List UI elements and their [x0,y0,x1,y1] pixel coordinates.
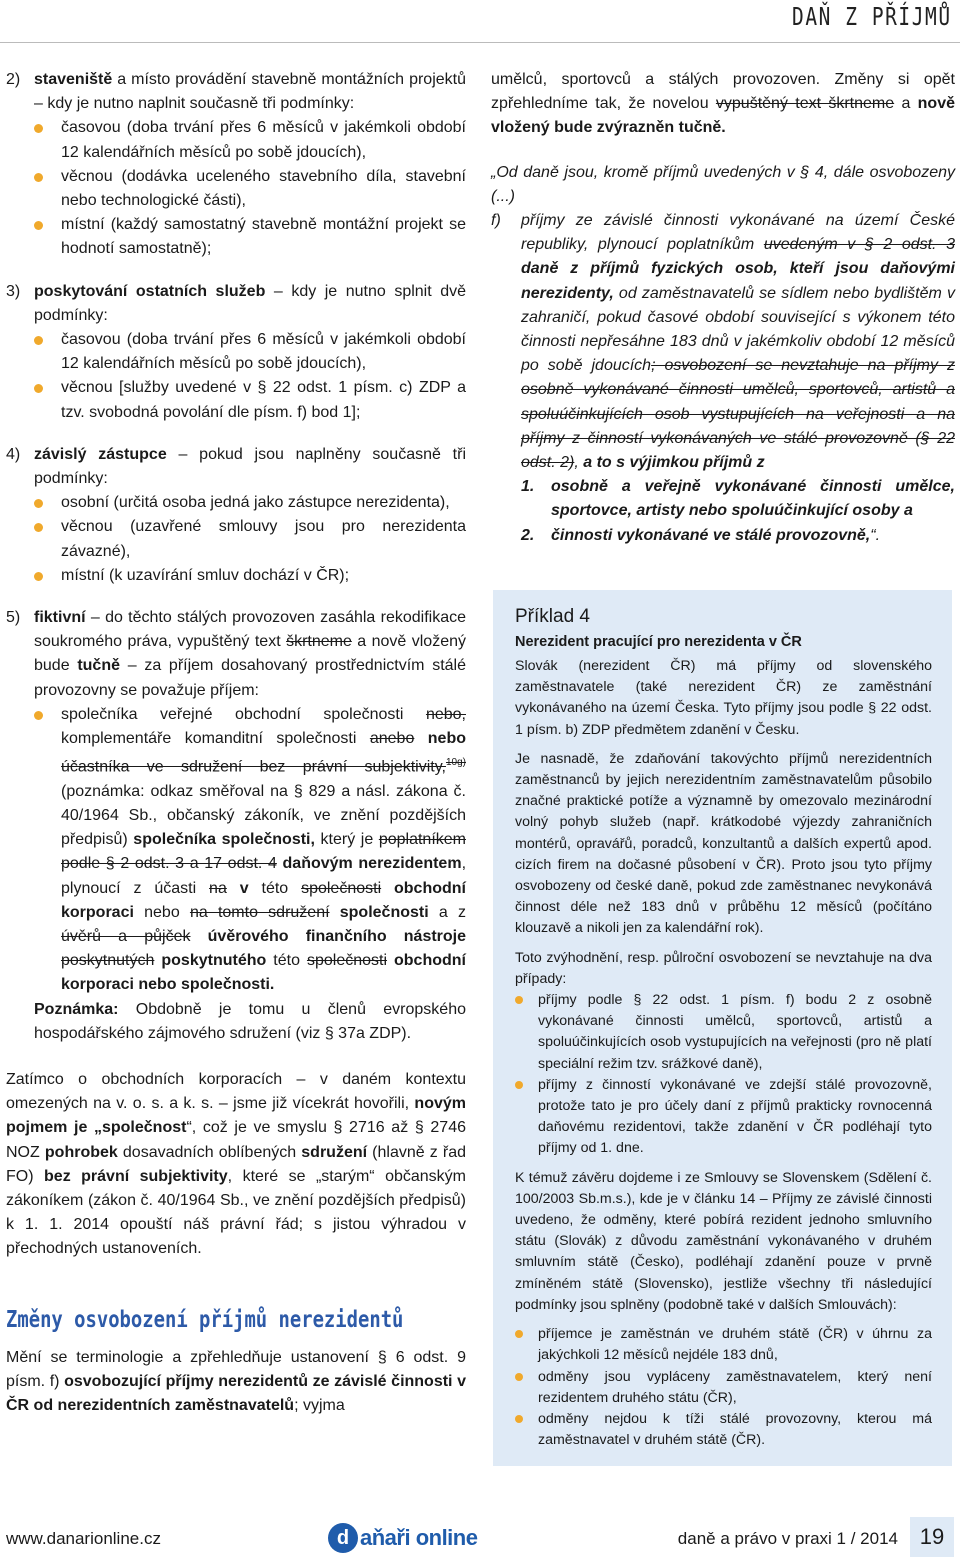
struck-text: anebo [369,730,415,748]
struck-text: nebo, [425,705,466,723]
item-heading: závislý zástupce [34,445,167,463]
item-number: 1. [521,478,535,496]
text: od zaměstnavatelů se sídlem nebo bydlištěm v zahraničí, pokud časové období související s výkonem této činnosti nepřesáhne 183 dnů v jakémkoliv období 12 měsíců po sobě jdoucích [521,284,955,375]
example-paragraph: Toto zvýhodnění, resp. půlroční osvobození se nevztahuje na dva případy: [515,949,932,987]
item-text: – do těchto stálých provozoven zasáhla rekodifikace soukromého práva, vypuštěný text [34,609,466,651]
text: osobně a veřejně vykonávané činnosti umělce, sportovce, artisty nebo spoluúčinkující osoby a [551,478,955,520]
item-text: který je [314,831,379,849]
example-paragraph: K témuž závěru dojdeme i ze Smlouvy se Slovenskem (Sdělení č. 100/2003 Sb.m.s.), kde je v článku 14 – Příjmy ze závislé činnosti uvedeno, že odměny, které pobírá rezident jednoho smluvního státu (Slovák) z důvodu zaměstnání vykonávaného v druhém smluvním státě (Česko), podléhají zdanění pouze v prvně zmíněném státě (Slovensko), jestliže všechny tři následující podmínky jsou splněny (podobně také v dalších Smlouvách): [515,1169,932,1313]
item-text: (poznámka: odkaz směřoval na § 829 a násl. zákona č. 40/1964 Sb., občanský zákoník, ve znění pozdějších předpisů) [61,782,466,849]
list-item: časovou (doba trvání přes 6 měsíců v jakémkoli období 12 kalendářních měsíců po sobě jdoucích), [34,116,466,164]
text: Zatímco o obchodních korporacích – v daném kontextu omezených na v. o. s. a k. s. – jsme již vícekrát hovořili, [6,1071,466,1113]
item-heading: fiktivní [34,609,86,627]
struck-text: poskytnutých [61,952,155,970]
item-text: a z [428,903,466,921]
struck-text: vypuštěný text škrtneme [715,95,895,113]
text: příjmy ze závislé činnosti vykonávané na území České republiky, plynoucí poplatníkům [521,212,955,254]
list-item: časovou (doba trvání přes 6 měsíců v jakémkoli období 12 kalendářních měsíců po sobě jdoucích), [34,328,466,376]
bold-text: úvěrového finančního nástroje [190,928,467,946]
quote-list-item [491,209,955,475]
text: Mění se terminologie a zpřehledňuje ustanovení § 6 odst. 9 písm. f) [6,1348,466,1390]
list-item [521,524,955,548]
item-number: 3) [6,282,21,300]
paragraph [6,1068,466,1262]
bold-text: nebo [427,730,466,748]
item-text: komplementáře komanditní společnosti [61,730,370,748]
text: (hlavně z řad FO) [6,1143,467,1185]
logo-text: aňaři online [360,1525,478,1550]
struck-text: na [209,879,227,897]
header-title: DAŇ Z PŘÍJMŮ [792,2,952,31]
note [34,998,466,1046]
item-number: 4) [6,445,21,463]
quote-item-f [491,209,955,475]
bold-text: společníka společnosti, [133,831,315,849]
list-item: příjemce je zaměstnán ve druhém státě (ČR) v úhrnu za jakýchkoli 12 měsíců nejdéle 183 dnů, [515,1324,932,1366]
item-text: – za příjem dosahovaný prostřednictvím stálé provozovny se považuje příjem: [34,657,466,699]
struck-text: na tomto sdružení [189,903,330,921]
item-text: – kdy je nutno splnit dvě podmínky: [34,282,467,324]
bold-text: společnosti [329,903,429,921]
list-item [521,475,955,523]
list-item: věcnou [služby uvedené v § 22 odst. 1 písm. c) ZDP a tzv. svobodná povolání dle písm. f) bod 1]; [34,376,466,424]
list-item: věcnou (dodávka uceleného stavebního díla, stavební nebo technologické části), [34,165,466,213]
struck-text: úvěrů a půjček [61,928,191,946]
item-number: 5) [6,609,21,627]
bold-text: sdružení [301,1143,368,1161]
example-title: Příklad 4 [515,606,590,627]
list-item: místní (k uzavírání smluv dochází v ČR); [34,564,466,588]
item-text: této [248,879,302,897]
bullet-list [34,116,466,261]
note-text: Obdobně je tomu u členů evropského hospodářského zájmového sdružení (viz § 37a ZDP). [34,1000,466,1042]
logo [328,1521,477,1555]
bold-text: a to s výjimkou příjmů z [583,454,765,472]
item-heading: staveniště [34,71,113,88]
item-text [414,730,427,747]
text: , [574,454,584,472]
item-5 [6,606,466,1046]
item-4 [6,443,466,588]
website-link[interactable]: www.danarionline.cz [6,1529,161,1548]
item-text: a místo provádění stavebně montážních projektů – kdy je nutno naplnit současně tři podmínky: [34,71,466,113]
bullet-list [34,703,466,998]
item-number: 2. [521,526,535,544]
list-item: odměny jsou vypláceny zaměstnavatelem, který není rezidentem druhého státu (ČR), [515,1367,932,1409]
item-text: společníka veřejné obchodní společnosti [61,705,426,723]
list-item: příjmy podle § 22 odst. 1 písm. f) bodu 2 z osobně vykonávané činnosti umělců, sportovců, artistů a spoluúčinkujících osob vystupujících na veřejnosti (pro ně platí speciální režim tzv. srážkové daně), [515,990,932,1075]
text: “, což je ve smyslu § 2716 až § 2746 NOZ [6,1119,466,1161]
struck-text: společnosti [301,879,382,897]
item-text: této [266,952,307,970]
sub-list [491,475,955,548]
bold-text: nově vložený bude zvýrazněn tučně. [491,95,955,137]
bold-text: tučně [77,657,120,675]
bullet-list [34,491,466,588]
text: a [894,95,918,113]
bold-text: osvobozující příjmy nerezidentů ze závislé činnosti v ČR od nerezidentních zaměstnavatelů [6,1372,466,1415]
item-text: nebo [133,903,190,921]
list-item: místní (každý samostatný stavebně montážní projekt se hodnotí samostatně); [34,213,466,261]
example-paragraph: Slovák (nerezident ČR) má příjmy od slovenského zaměstnavatele (také nerezident ČR) ze zaměstnání vykonávaného na území Česka. Tyto příjmy jsou podle § 22 odst. 1 písm. b) ZDP předmětem zdanění v Česku. [515,658,932,738]
struck-text: uvedeným v § 2 odst. 3 [763,236,955,254]
bold-text: daňovým nerezidentem [282,855,462,873]
bold-text: novým pojmem je „společnost [6,1095,466,1137]
item-2 [6,68,466,262]
bold-text: v [226,879,249,897]
text: dosavadních oblíbených [117,1143,302,1161]
list-item: věcnou (uzavřené smlouvy jsou pro nerezidenta závazné), [34,515,466,563]
text: ; vyjma [294,1397,345,1415]
struck-text: škrtneme [286,633,352,651]
right-column [491,68,955,548]
list-item: příjmy z činností vykonávané ve zdejší stálé provozovně, protože tato je pro účely daní z příjmů prakticky rovnocenná daňovému rezidentovi, takže zdanění v ČR podléhají tyto příjmy od 1. dne. [515,1075,932,1160]
example-subtitle: Nerezident pracující pro nerezidenta v ČR [515,634,802,650]
struck-text: společnosti [306,952,388,970]
section-paragraph [6,1346,466,1419]
example-bullets [515,990,932,1160]
item-number: 2) [6,71,21,88]
bold-text: obchodní korporaci nebo společnosti. [61,952,466,994]
page-number: 19 [910,1517,954,1557]
item-text: a nově vložený bude [34,633,466,675]
bold-text: obchodní korporaci [61,879,466,921]
list-item: osobní (určitá osoba jedná jako zástupce nerezidenta), [34,491,466,515]
footnote-ref: 10g) [445,757,466,769]
quote-intro: „Od daně jsou, kromě příjmů uvedených v § 4, dále osvobozeny (...) [491,163,955,205]
bold-text: poskytnutého [154,952,267,970]
magazine-issue: daně a právo v praxi 1 / 2014 [677,1529,898,1548]
logo-icon: d [328,1523,358,1553]
quote-close: “. [870,526,881,544]
bold-text: bez právní subjektivity [44,1167,228,1185]
text: , které se „starým“ občanským zákoníkem (zákon č. 40/1964 Sb., ve znění pozdějších předpisů) k 1. 1. 2014 opouští náš právní řád; s jistou výhradou v přechodných ustanoveních. [6,1167,466,1258]
header-rule [0,42,960,43]
example-box [493,590,952,1466]
struck-text: ; osvobození se nevztahuje na příjmy z osobně vykonávané činnosti umělců, sportovců, artistů a spoluúčinkujících osob vystupujících na veřejnosti a na příjmy z činností vykonávaných ve stálé provozovně (§ 22 odst. 2) [521,357,956,472]
text: činnosti vykonávané ve stálé provozovně, [551,526,871,544]
bold-text: daně z příjmů fyzických osob, kteří jsou daňovými nerezidenty, [521,260,955,302]
note-label: Poznámka: [34,1000,119,1018]
list-item [34,703,466,998]
bold-text: pohrobek [44,1143,118,1161]
bullet-list [34,328,466,425]
struck-text: účastníka ve sdružení bez právní subjektivity, [61,758,446,776]
item-text: , plynoucí z účasti [61,855,467,897]
section-title: Změny osvobození příjmů nerezidentů [6,1306,404,1333]
left-column [6,68,466,1418]
struck-text: poplatníkem podle § 2 odst. 3 a 17 odst. 4 [61,831,466,873]
example-bullets [515,1324,932,1451]
item-text: – pokud jsou naplněny současně tři podmínky: [34,445,466,488]
paragraph [491,68,955,141]
item-heading: poskytování ostatních služeb [34,282,266,300]
item-3 [6,280,466,425]
text: umělců, sportovců a stálých provozoven. Změny si opět zpřehledníme tak, že novelou [491,71,955,113]
list-item: odměny nejdou k tíži stálé provozovny, kterou má zaměstnavatel v druhém státě (ČR). [515,1409,932,1451]
item-number: f) [491,212,501,230]
example-paragraph: Je nasnadě, že zdaňování takovýchto příjmů nerezidentních zaměstnanců by jejich nerezidentním zaměstnavatelům působilo značné praktické potíže a významně by omezovalo mezinárodní volný pohyb služeb (např. krátkodobé výjezdy zahraničních montérů, opravářů, poradců, konzultantů a dalších expertů apod. cizích firem na dočasné působení v ČR). Proto jsou tyto příjmy osvobozeny od české daně, pokud zde zaměstnanec nevykonává činnost déle než 183 dnů v průběhu 12 měsíců (počítáno klouzavě a nikoli jen za kalendářní rok). [515,750,932,937]
